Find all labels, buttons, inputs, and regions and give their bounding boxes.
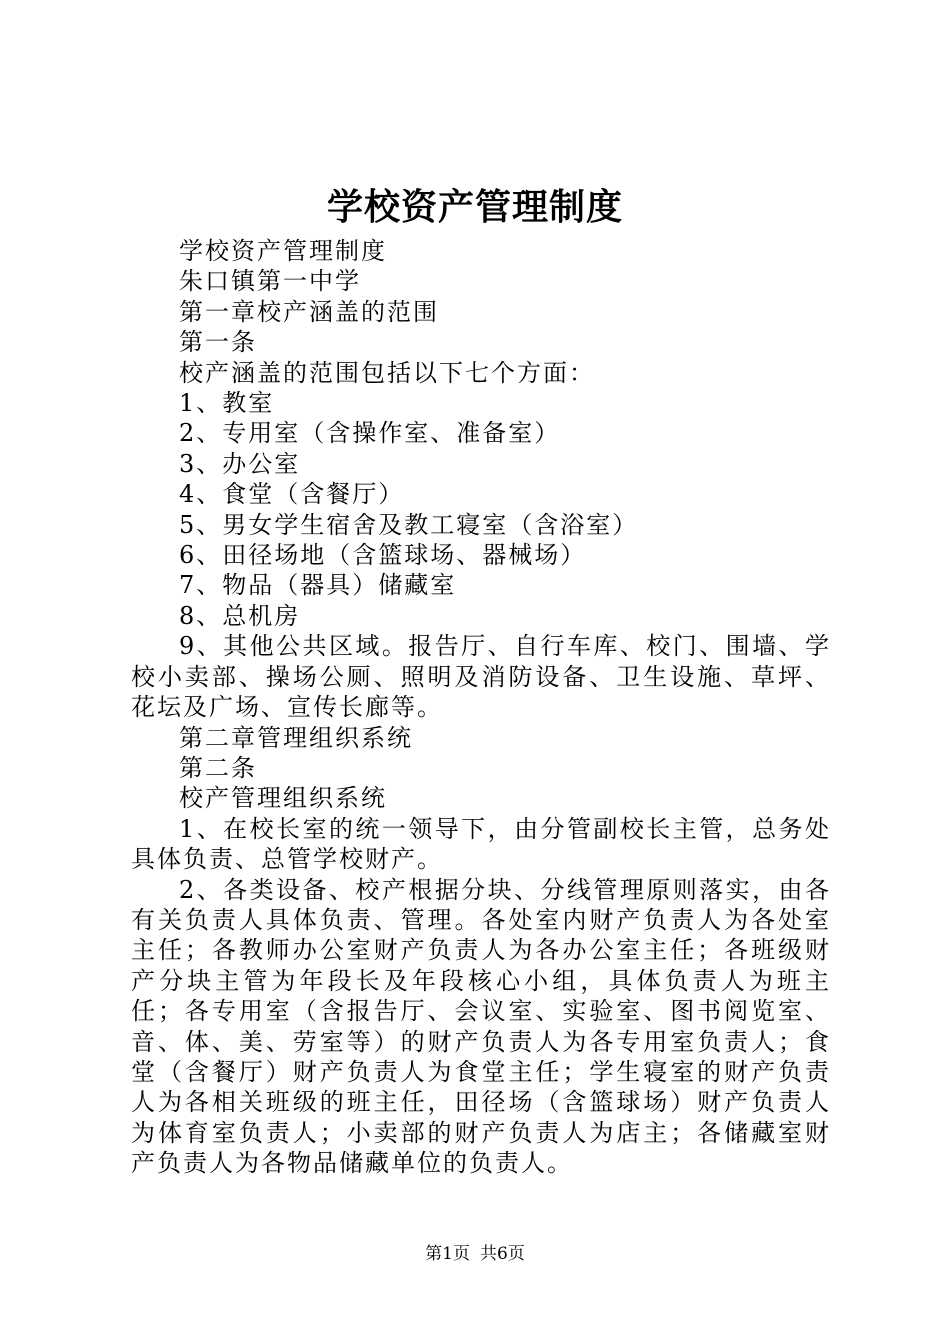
paragraph: 2、各类设备、校产根据分块、分线管理原则落实，由各有关负责人具体负责、管理。各处室内财产负责人为各处室主任；各教师办公室财产负责人为各办公室主任；各班级财产分块主管为年段长及年段核心小组，具体负责人为班主任；各专用室（含报告厅、会议室、实验室、图书阅览室、音、体、美、劳室等）的财产负责人为各专用室负责人；食堂（含餐厅）财产负责人为食堂主任；学生寝室的财产负责人为各相关班级的班主任，田径场（含篮球场）财产负责人为体育室负责人；小卖部的财产负责人为店主；各储藏室财产负责人为各物品储藏单位的负责人。 xyxy=(131,875,831,1178)
paragraph: 1、在校长室的统一领导下，由分管副校长主管，总务处具体负责、总管学校财产。 xyxy=(131,814,831,874)
page-number-total: 共6页 xyxy=(480,1244,525,1264)
list-item: 7、物品（器具）储藏室 xyxy=(179,571,457,600)
list-item: 8、总机房 xyxy=(179,601,301,630)
page-number-current: 第1页 xyxy=(425,1244,470,1264)
list-item: 4、食堂（含餐厅） xyxy=(179,480,405,509)
paragraph: 校产管理组织系统 xyxy=(179,784,387,813)
list-item: 1、教室 xyxy=(179,389,275,418)
list-item: 5、男女学生宿舍及教工寝室（含浴室） xyxy=(179,510,639,539)
list-item: 3、办公室 xyxy=(179,449,301,478)
paragraph: 第二条 xyxy=(179,753,257,782)
paragraph: 学校资产管理制度 xyxy=(179,237,387,265)
page-footer xyxy=(0,1242,950,1266)
document-body xyxy=(131,236,831,1179)
list-item: 9、其他公共区域。报告厅、自行车库、校门、围墙、学校小卖部、操场公厕、照明及消防设备、卫生设施、草坪、花坛及广场、宣传长廊等。 xyxy=(131,632,831,722)
document-title: 学校资产管理制度 xyxy=(326,186,623,228)
paragraph: 第二章管理组织系统 xyxy=(179,723,413,752)
paragraph: 第一条 xyxy=(179,328,257,357)
list-item: 2、专用室（含操作室、准备室） xyxy=(179,419,561,448)
paragraph: 第一章校产涵盖的范围 xyxy=(179,297,439,326)
paragraph: 校产涵盖的范围包括以下七个方面： xyxy=(179,358,595,387)
list-item: 6、田径场地（含篮球场、器械场） xyxy=(179,541,587,570)
paragraph: 朱口镇第一中学 xyxy=(179,267,361,296)
